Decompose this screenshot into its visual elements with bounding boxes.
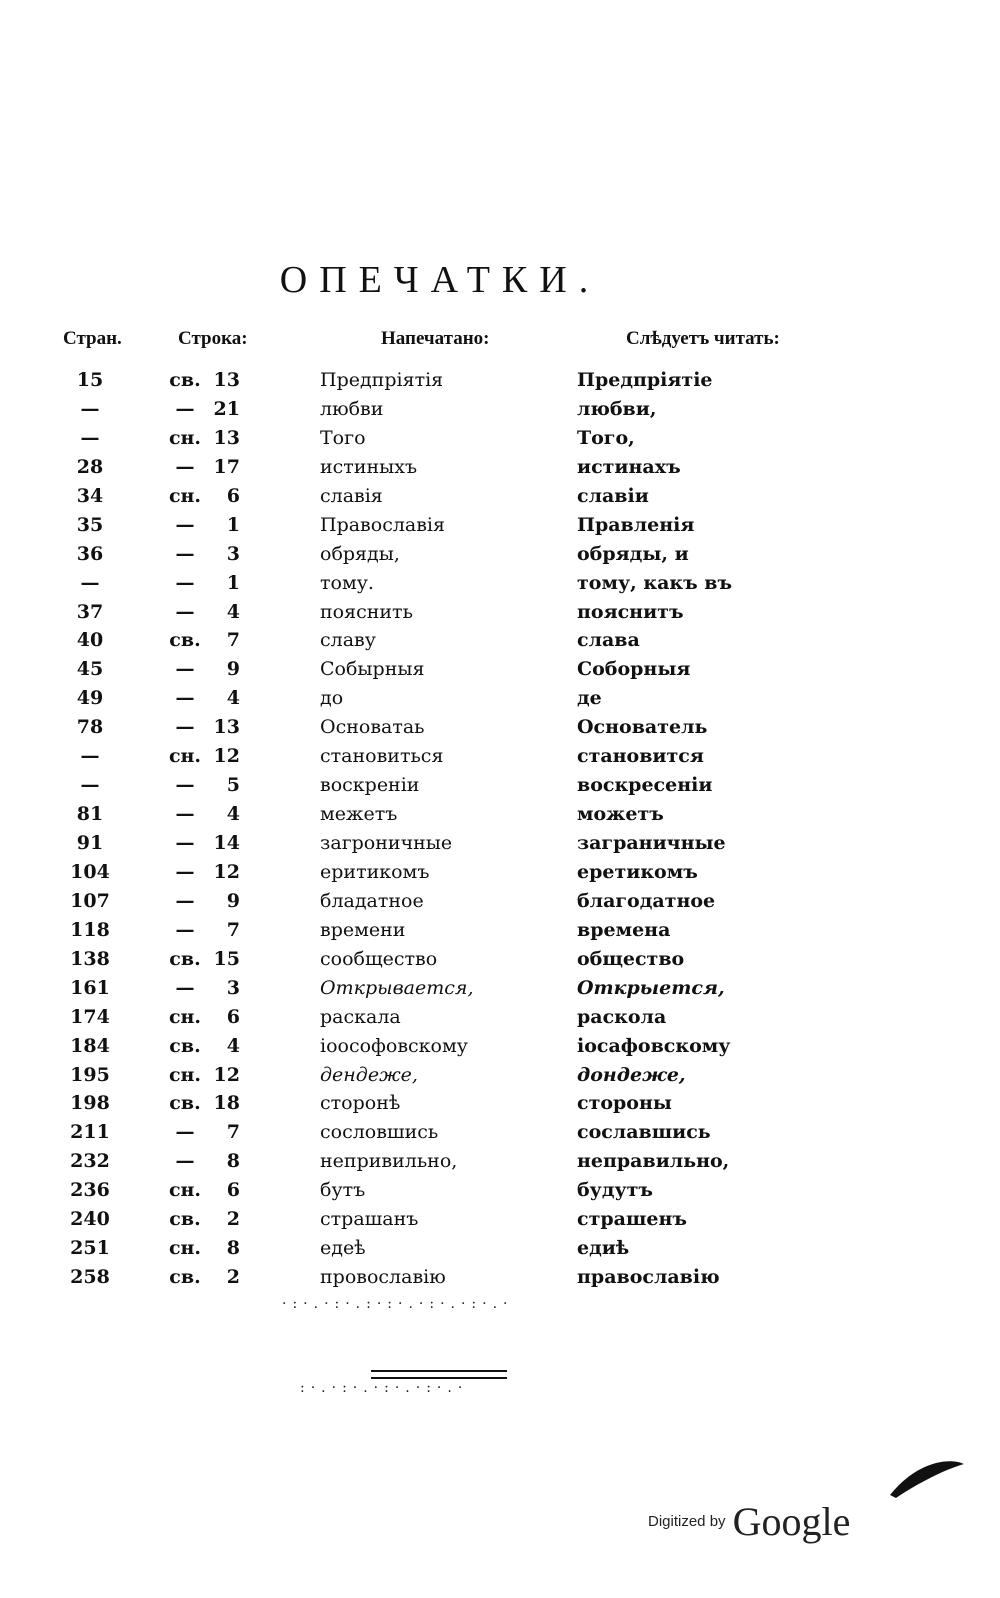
- table-row: [0, 945, 1000, 974]
- line-number: 4: [226, 600, 240, 623]
- page-number: 34: [76, 484, 104, 507]
- line-position: —: [175, 1121, 195, 1144]
- line-number: 9: [226, 658, 240, 681]
- correct-text: тому, какъ въ: [577, 571, 733, 594]
- quill-mark-icon: [888, 1455, 968, 1500]
- printed-text: пояснить: [320, 600, 413, 623]
- correct-text: Соборныя: [577, 658, 691, 681]
- table-row: [0, 1032, 1000, 1061]
- correct-text: обряды, и: [577, 542, 689, 565]
- page-number: 91: [76, 832, 104, 854]
- page-number: 184: [70, 1034, 110, 1057]
- printed-text: дендеже,: [320, 1063, 418, 1086]
- line-position: св.: [169, 369, 201, 391]
- page-number: 81: [76, 803, 104, 826]
- correct-text: сославшись: [577, 1121, 711, 1144]
- printed-text: межетъ: [320, 803, 398, 826]
- table-row: [0, 395, 1000, 424]
- line-position: —: [175, 571, 195, 594]
- table-row: [0, 626, 1000, 655]
- line-number: 13: [213, 426, 240, 449]
- line-position: —: [175, 687, 195, 710]
- table-row: [0, 1263, 1000, 1292]
- correct-text: можетъ: [577, 803, 664, 826]
- line-number: 6: [226, 1005, 240, 1028]
- printed-text: славія: [320, 484, 383, 507]
- page-number: 45: [76, 658, 104, 681]
- correct-text: іосафовскому: [577, 1034, 731, 1057]
- line-number: 12: [213, 1063, 240, 1086]
- page-number: 258: [70, 1266, 110, 1289]
- line-position: сн.: [168, 1005, 202, 1028]
- table-row: [0, 974, 1000, 1003]
- line-position: сн.: [168, 1237, 202, 1260]
- correct-text: православію: [577, 1266, 720, 1289]
- header-page: Стран.: [63, 328, 122, 349]
- printed-text: еритикомъ: [320, 860, 430, 883]
- line-position: сн.: [168, 1179, 202, 1202]
- line-number: 8: [226, 1237, 240, 1260]
- line-position: —: [175, 716, 195, 739]
- table-row: [0, 424, 1000, 453]
- line-position: св.: [169, 947, 201, 970]
- printed-text: сословшись: [320, 1121, 439, 1144]
- line-position: —: [175, 918, 195, 941]
- correct-text: де: [577, 687, 602, 710]
- correct-text: истинахъ: [577, 455, 681, 478]
- page-number: 198: [70, 1092, 110, 1115]
- ink-specks-decoration: ·:·.·:·.:·:·.·:·.·:·.·: [282, 1296, 514, 1312]
- page-number: 40: [76, 629, 104, 652]
- line-position: св.: [169, 629, 201, 652]
- printed-text: страшанъ: [320, 1208, 419, 1231]
- printed-text: бладатное: [320, 889, 424, 912]
- correct-text: Основатель: [577, 716, 708, 739]
- printed-text: Открывается,: [320, 976, 474, 999]
- line-number: 1: [226, 513, 240, 536]
- printed-text: непривильно,: [320, 1150, 458, 1173]
- printed-text: до: [320, 687, 344, 710]
- correct-text: едиѣ: [577, 1237, 630, 1260]
- table-row: [0, 366, 1000, 395]
- line-position: —: [175, 542, 195, 565]
- table-row: [0, 482, 1000, 511]
- line-position: св.: [169, 1266, 201, 1289]
- printed-text: обряды,: [320, 542, 400, 565]
- correct-text: любви,: [577, 397, 657, 420]
- line-number: 13: [213, 369, 240, 391]
- table-row: [0, 713, 1000, 742]
- table-row: [0, 1205, 1000, 1234]
- line-position: сн.: [168, 745, 202, 768]
- digitized-watermark: [648, 1498, 850, 1545]
- header-read: Слѣдуетъ читать:: [626, 328, 780, 349]
- table-row: [0, 453, 1000, 482]
- printed-text: становиться: [320, 745, 444, 768]
- correct-text: Предпріятіе: [577, 369, 713, 391]
- page-number: —: [80, 426, 100, 449]
- line-number: 7: [226, 918, 240, 941]
- printed-text: бутъ: [320, 1179, 366, 1202]
- digitized-by-label: Digitized by: [648, 1513, 726, 1530]
- table-row: [0, 1061, 1000, 1090]
- header-printed: Напечатано:: [381, 328, 490, 349]
- correct-text: неправильно,: [577, 1150, 730, 1173]
- page-number: 174: [70, 1005, 110, 1028]
- google-logo: Google: [732, 1499, 851, 1544]
- page-number: 236: [70, 1179, 110, 1202]
- correct-text: заграничные: [577, 832, 726, 854]
- page-number: 211: [70, 1121, 110, 1144]
- table-row: [0, 800, 1000, 829]
- correct-text: воскресеніи: [577, 774, 713, 797]
- printed-text: Собырныя: [320, 658, 425, 681]
- table-row: [0, 742, 1000, 771]
- line-position: —: [175, 1150, 195, 1173]
- correct-text: страшенъ: [577, 1208, 687, 1231]
- printed-text: Православія: [320, 513, 445, 536]
- table-row: [0, 655, 1000, 684]
- page-number: 15: [76, 369, 104, 391]
- ink-specks-decoration: :·.·:·.·:·.·:·.·: [300, 1380, 469, 1396]
- line-position: сн.: [168, 1063, 202, 1086]
- page-number: 118: [70, 918, 110, 941]
- line-number: 15: [213, 947, 240, 970]
- table-row: [0, 1234, 1000, 1263]
- table-row: [0, 887, 1000, 916]
- correct-text: Того,: [577, 426, 635, 449]
- line-number: 4: [226, 687, 240, 710]
- table-row: [0, 1176, 1000, 1205]
- line-position: —: [175, 803, 195, 826]
- correct-text: раскола: [577, 1005, 667, 1028]
- line-position: —: [175, 658, 195, 681]
- line-position: св.: [169, 1034, 201, 1057]
- table-row: [0, 569, 1000, 598]
- correct-text: становится: [577, 745, 704, 768]
- page-number: —: [80, 571, 100, 594]
- line-position: св.: [169, 1092, 201, 1115]
- correct-text: времена: [577, 918, 671, 941]
- printed-text: провославію: [320, 1266, 446, 1289]
- table-row: [0, 598, 1000, 627]
- line-number: 12: [213, 860, 240, 883]
- printed-text: Того: [320, 426, 366, 449]
- page-number: 28: [76, 455, 104, 478]
- correct-text: славіи: [577, 484, 649, 507]
- printed-text: любви: [320, 397, 384, 420]
- page-number: 104: [70, 860, 110, 883]
- line-position: —: [175, 832, 195, 854]
- correct-text: благодатное: [577, 889, 716, 912]
- line-position: сн.: [168, 426, 202, 449]
- line-number: 6: [226, 1179, 240, 1202]
- line-number: 5: [226, 774, 240, 797]
- line-position: —: [175, 513, 195, 536]
- correct-text: Открыется,: [577, 976, 725, 999]
- correct-text: дондеже,: [577, 1063, 686, 1086]
- line-number: 2: [226, 1266, 240, 1289]
- line-number: 4: [226, 1034, 240, 1057]
- printed-text: сторонѣ: [320, 1092, 401, 1115]
- line-number: 14: [213, 832, 240, 854]
- printed-text: тому.: [320, 571, 374, 594]
- table-row: [0, 916, 1000, 945]
- correct-text: слава: [577, 629, 640, 652]
- line-number: 12: [213, 745, 240, 768]
- line-position: —: [175, 455, 195, 478]
- printed-text: славу: [320, 629, 376, 652]
- line-position: —: [175, 600, 195, 623]
- printed-text: іоософовскому: [320, 1034, 468, 1057]
- errata-table: [0, 366, 1000, 1292]
- line-number: 8: [226, 1150, 240, 1173]
- line-position: —: [175, 889, 195, 912]
- page-number: 161: [70, 976, 110, 999]
- page-number: 138: [70, 947, 110, 970]
- divider-line: [371, 1377, 507, 1379]
- page-number: 37: [76, 600, 104, 623]
- table-row: [0, 1118, 1000, 1147]
- line-number: 7: [226, 629, 240, 652]
- page-number: —: [80, 774, 100, 797]
- line-number: 4: [226, 803, 240, 826]
- page-number: 251: [70, 1237, 110, 1260]
- table-row: [0, 1089, 1000, 1118]
- correct-text: пояснитъ: [577, 600, 684, 623]
- table-row: [0, 829, 1000, 858]
- table-row: [0, 511, 1000, 540]
- printed-text: Основатаь: [320, 716, 425, 739]
- correct-text: общество: [577, 947, 685, 970]
- page-title: ОПЕЧАТКИ.: [279, 259, 601, 301]
- line-number: 13: [213, 716, 240, 739]
- line-position: св.: [169, 1208, 201, 1231]
- line-position: —: [175, 397, 195, 420]
- correct-text: будутъ: [577, 1179, 654, 1202]
- line-position: —: [175, 860, 195, 883]
- line-number: 2: [226, 1208, 240, 1231]
- line-position: —: [175, 774, 195, 797]
- page-number: 35: [76, 513, 104, 536]
- line-number: 3: [226, 542, 240, 565]
- correct-text: Правленія: [577, 513, 695, 536]
- line-number: 3: [226, 976, 240, 999]
- page-number: 78: [76, 716, 104, 739]
- table-row: [0, 684, 1000, 713]
- page-number: —: [80, 397, 100, 420]
- page-number: 232: [70, 1150, 110, 1173]
- page-number: 240: [70, 1208, 110, 1231]
- divider-line: [371, 1370, 507, 1372]
- line-number: 1: [226, 571, 240, 594]
- table-row: [0, 1003, 1000, 1032]
- printed-text: едеѣ: [320, 1237, 366, 1260]
- table-row: [0, 1147, 1000, 1176]
- page-number: —: [80, 745, 100, 768]
- printed-text: сообщество: [320, 947, 438, 970]
- correct-text: еретикомъ: [577, 860, 698, 883]
- page-number: 49: [76, 687, 104, 710]
- printed-text: загроничные: [320, 832, 453, 854]
- correct-text: стороны: [577, 1092, 672, 1115]
- table-row: [0, 858, 1000, 887]
- line-number: 21: [213, 397, 240, 420]
- line-number: 9: [226, 889, 240, 912]
- printed-text: времени: [320, 918, 406, 941]
- printed-text: истиныхъ: [320, 455, 418, 478]
- printed-text: воскреніи: [320, 774, 420, 797]
- line-number: 6: [226, 484, 240, 507]
- line-position: —: [175, 976, 195, 999]
- printed-text: раскала: [320, 1005, 401, 1028]
- line-number: 18: [213, 1092, 240, 1115]
- printed-text: Предпріятія: [320, 369, 444, 391]
- line-number: 7: [226, 1121, 240, 1144]
- line-position: сн.: [168, 484, 202, 507]
- header-line: Строка:: [178, 328, 248, 349]
- page-number: 36: [76, 542, 104, 565]
- page-number: 107: [70, 889, 110, 912]
- line-number: 17: [213, 455, 240, 478]
- table-row: [0, 771, 1000, 800]
- table-row: [0, 540, 1000, 569]
- page-number: 195: [70, 1063, 110, 1086]
